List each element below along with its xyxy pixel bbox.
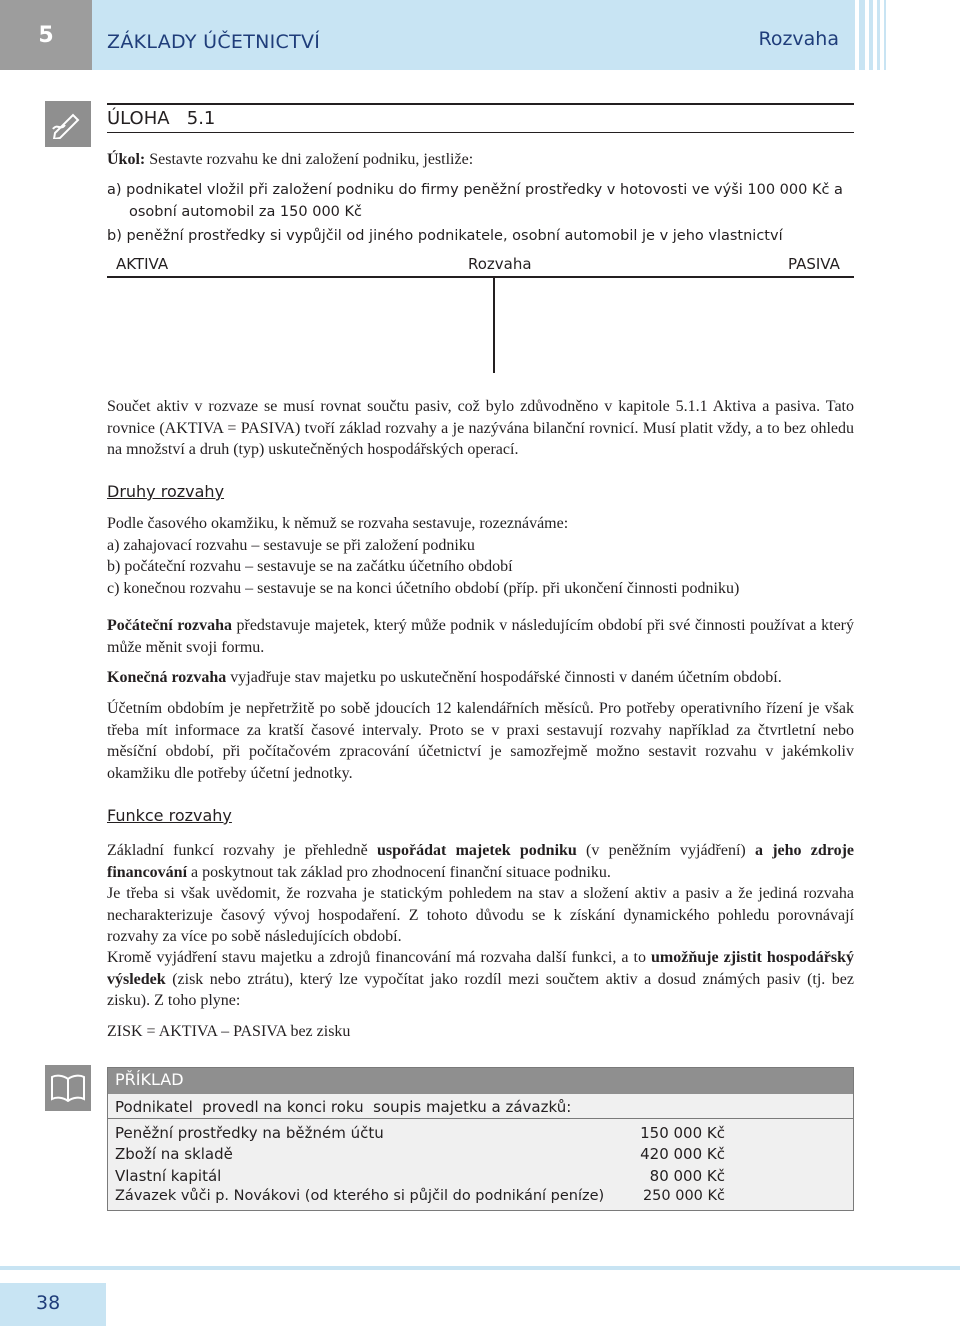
basic-function-bold-1: uspořádat majetek podniku [377,842,577,859]
paragraph-opening-balance-text: představuje majetek, který může podnik v následujícím období při své činnosti používat a který může měnit svoji formu. [107,617,854,656]
example-row [115,1188,725,1204]
example-row-label: Zboží na skladě [115,1145,233,1163]
task-intro-text: Sestavte rozvahu ke dni založení podniku, jestliže: [145,151,474,168]
result-function-text-1: Kromě vyjádření stavu majetku a zdrojů financování má rozvaha další funkci, a to [107,949,652,966]
chapter-title: ZÁKLADY ÚČETNICTVÍ [107,31,321,53]
basic-function-text-3: a poskytnout tak základ pro zhodnocení finanční situace podniku. [187,863,611,881]
header-stripe [877,0,880,70]
types-item-b: b) počáteční rozvahu – sestavuje se na začátku účetního období [107,558,513,575]
task-item-b: b) peněžní prostředky si vypůjčil od jiného podnikatele, osobní automobil je v jeho vlastnictví [107,228,783,244]
term-opening-balance: Počáteční rozvaha [107,617,233,634]
open-book-icon [45,1065,91,1111]
pencil-writing-icon [45,101,91,147]
types-item-c: c) konečnou rozvahu – sestavuje se na konci účetního období (příp. při ukončení činnosti podniku) [107,580,740,597]
example-separator [108,1118,853,1119]
example-row [115,1167,725,1185]
section-heading-functions: Funkce rozvahy [107,806,232,825]
t-account-left-label: AKTIVA [116,255,169,273]
example-header [108,1068,853,1094]
paragraph-static-view: Je třeba si však uvědomit, že rozvaha je statickým pohledem na stav a složení aktiv a pasiv a že jediná rozvaha necharakterizuje časový vývoj hospodaření. Z tohoto důvodu se k získání dynamického pohledu porovnávají rozvahy za více po sobě následujících období. [107,885,854,945]
term-closing-balance: Konečná rozvaha [107,669,227,686]
example-title: PŘÍKLAD [115,1070,184,1089]
header-stripe [884,0,886,70]
header-stripe [869,0,873,70]
t-account-top-line [107,276,854,278]
chapter-number: 5 [0,0,92,70]
result-function-bold: umožňuje zjistit hospodářský výsledek [107,949,855,988]
example-row [115,1124,725,1142]
task-intro-label: Úkol: [107,151,146,168]
example-row-label: Peněžní prostředky na běžném účtu [115,1124,384,1142]
section-heading-types: Druhy rozvahy [107,482,225,501]
page-number: 38 [36,1292,61,1314]
task-heading: ÚLOHA 5.1 [107,108,216,129]
example-row [115,1145,725,1163]
example-row-value: 150 000 Kč [640,1124,725,1142]
paragraph-result-function [107,947,854,1012]
types-item-a: a) zahajovací rozvahu – sestavuje se při založení podniku [107,537,475,554]
example-row-label: Vlastní kapitál [115,1167,222,1185]
t-account-right-label: PASIVA [788,255,840,273]
paragraph-closing-balance [107,667,854,689]
t-account-title: Rozvaha [468,255,532,273]
profit-formula: ZISK = AKTIVA – PASIVA bez zisku [107,1023,351,1040]
paragraph-basic-function [107,840,854,883]
task-top-rule [107,103,854,105]
task-heading-rule [107,132,854,133]
example-row-value: 420 000 Kč [640,1145,725,1163]
paragraph-balance-equation: Součet aktiv v rozvaze se musí rovnat součtu pasiv, což bylo zdůvodněno v kapitole 5.1.1 Aktiva a pasiva. Tato rovnice (AKTIVA = PASIVA) tvoří základ rozvahy a je nazývána bilanční rovnicí. Musí platit vždy, a to bez ohledu na množství a druh (typ) uskutečněných hospodářských operací. [107,398,854,458]
task-intro [107,149,854,171]
paragraph-accounting-period: Účetním obdobím je nepřetržitě po sobě jdoucích 12 kalendářních měsíců. Pro potřeby operativního řízení je však třeba mít informace za kratší časové intervaly. Proto se v praxi sestavují rozvahy například za čtvrtletní nebo měsíční období, při počítačovém zpracování účetnictví je samozřejmě možno sestavit rozvahu v jakémkoliv okamžiku dle potřeby účetní jednotky. [107,700,854,782]
paragraph-closing-balance-text: vyjadřuje stav majetku po uskutečnění hospodářské činnosti v daném účetním období. [226,669,782,686]
example-row-value: 80 000 Kč [649,1167,725,1185]
basic-function-text-2: (v peněžním vyjádření) [576,842,755,859]
task-item-a: a) podnikatel vložil při založení podniku do firmy peněžní prostředky v hotovosti ve výši 100 000 Kč a osobní automobil za 150 000 Kč [107,182,843,220]
example-intro: Podnikatel provedl na konci roku soupis majetku a závazků: [115,1098,572,1116]
t-account-center-line [493,277,495,373]
basic-function-bold-2: a jeho zdroje financování [107,842,854,881]
footer-rule [0,1266,960,1270]
section-title: Rozvaha [758,28,839,50]
types-intro: Podle časového okamžiku, k němuž se rozvaha sestavuje, rozeznáváme: [107,515,569,532]
example-row-label: Závazek vůči p. Novákovi (od kterého si půjčil do podnikání peníze) [115,1188,605,1204]
basic-function-text-1: Základní funkcí rozvahy je přehledně [107,842,377,859]
header-stripe [859,0,865,70]
paragraph-opening-balance [107,615,854,658]
result-function-text-2: (zisk nebo ztrátu), který lze vypočítat jako rozdíl mezi součtem aktiv a dosud známých pasiv (tj. bez zisku). Z toho plyne: [107,970,854,1009]
example-row-value: 250 000 Kč [642,1188,725,1204]
